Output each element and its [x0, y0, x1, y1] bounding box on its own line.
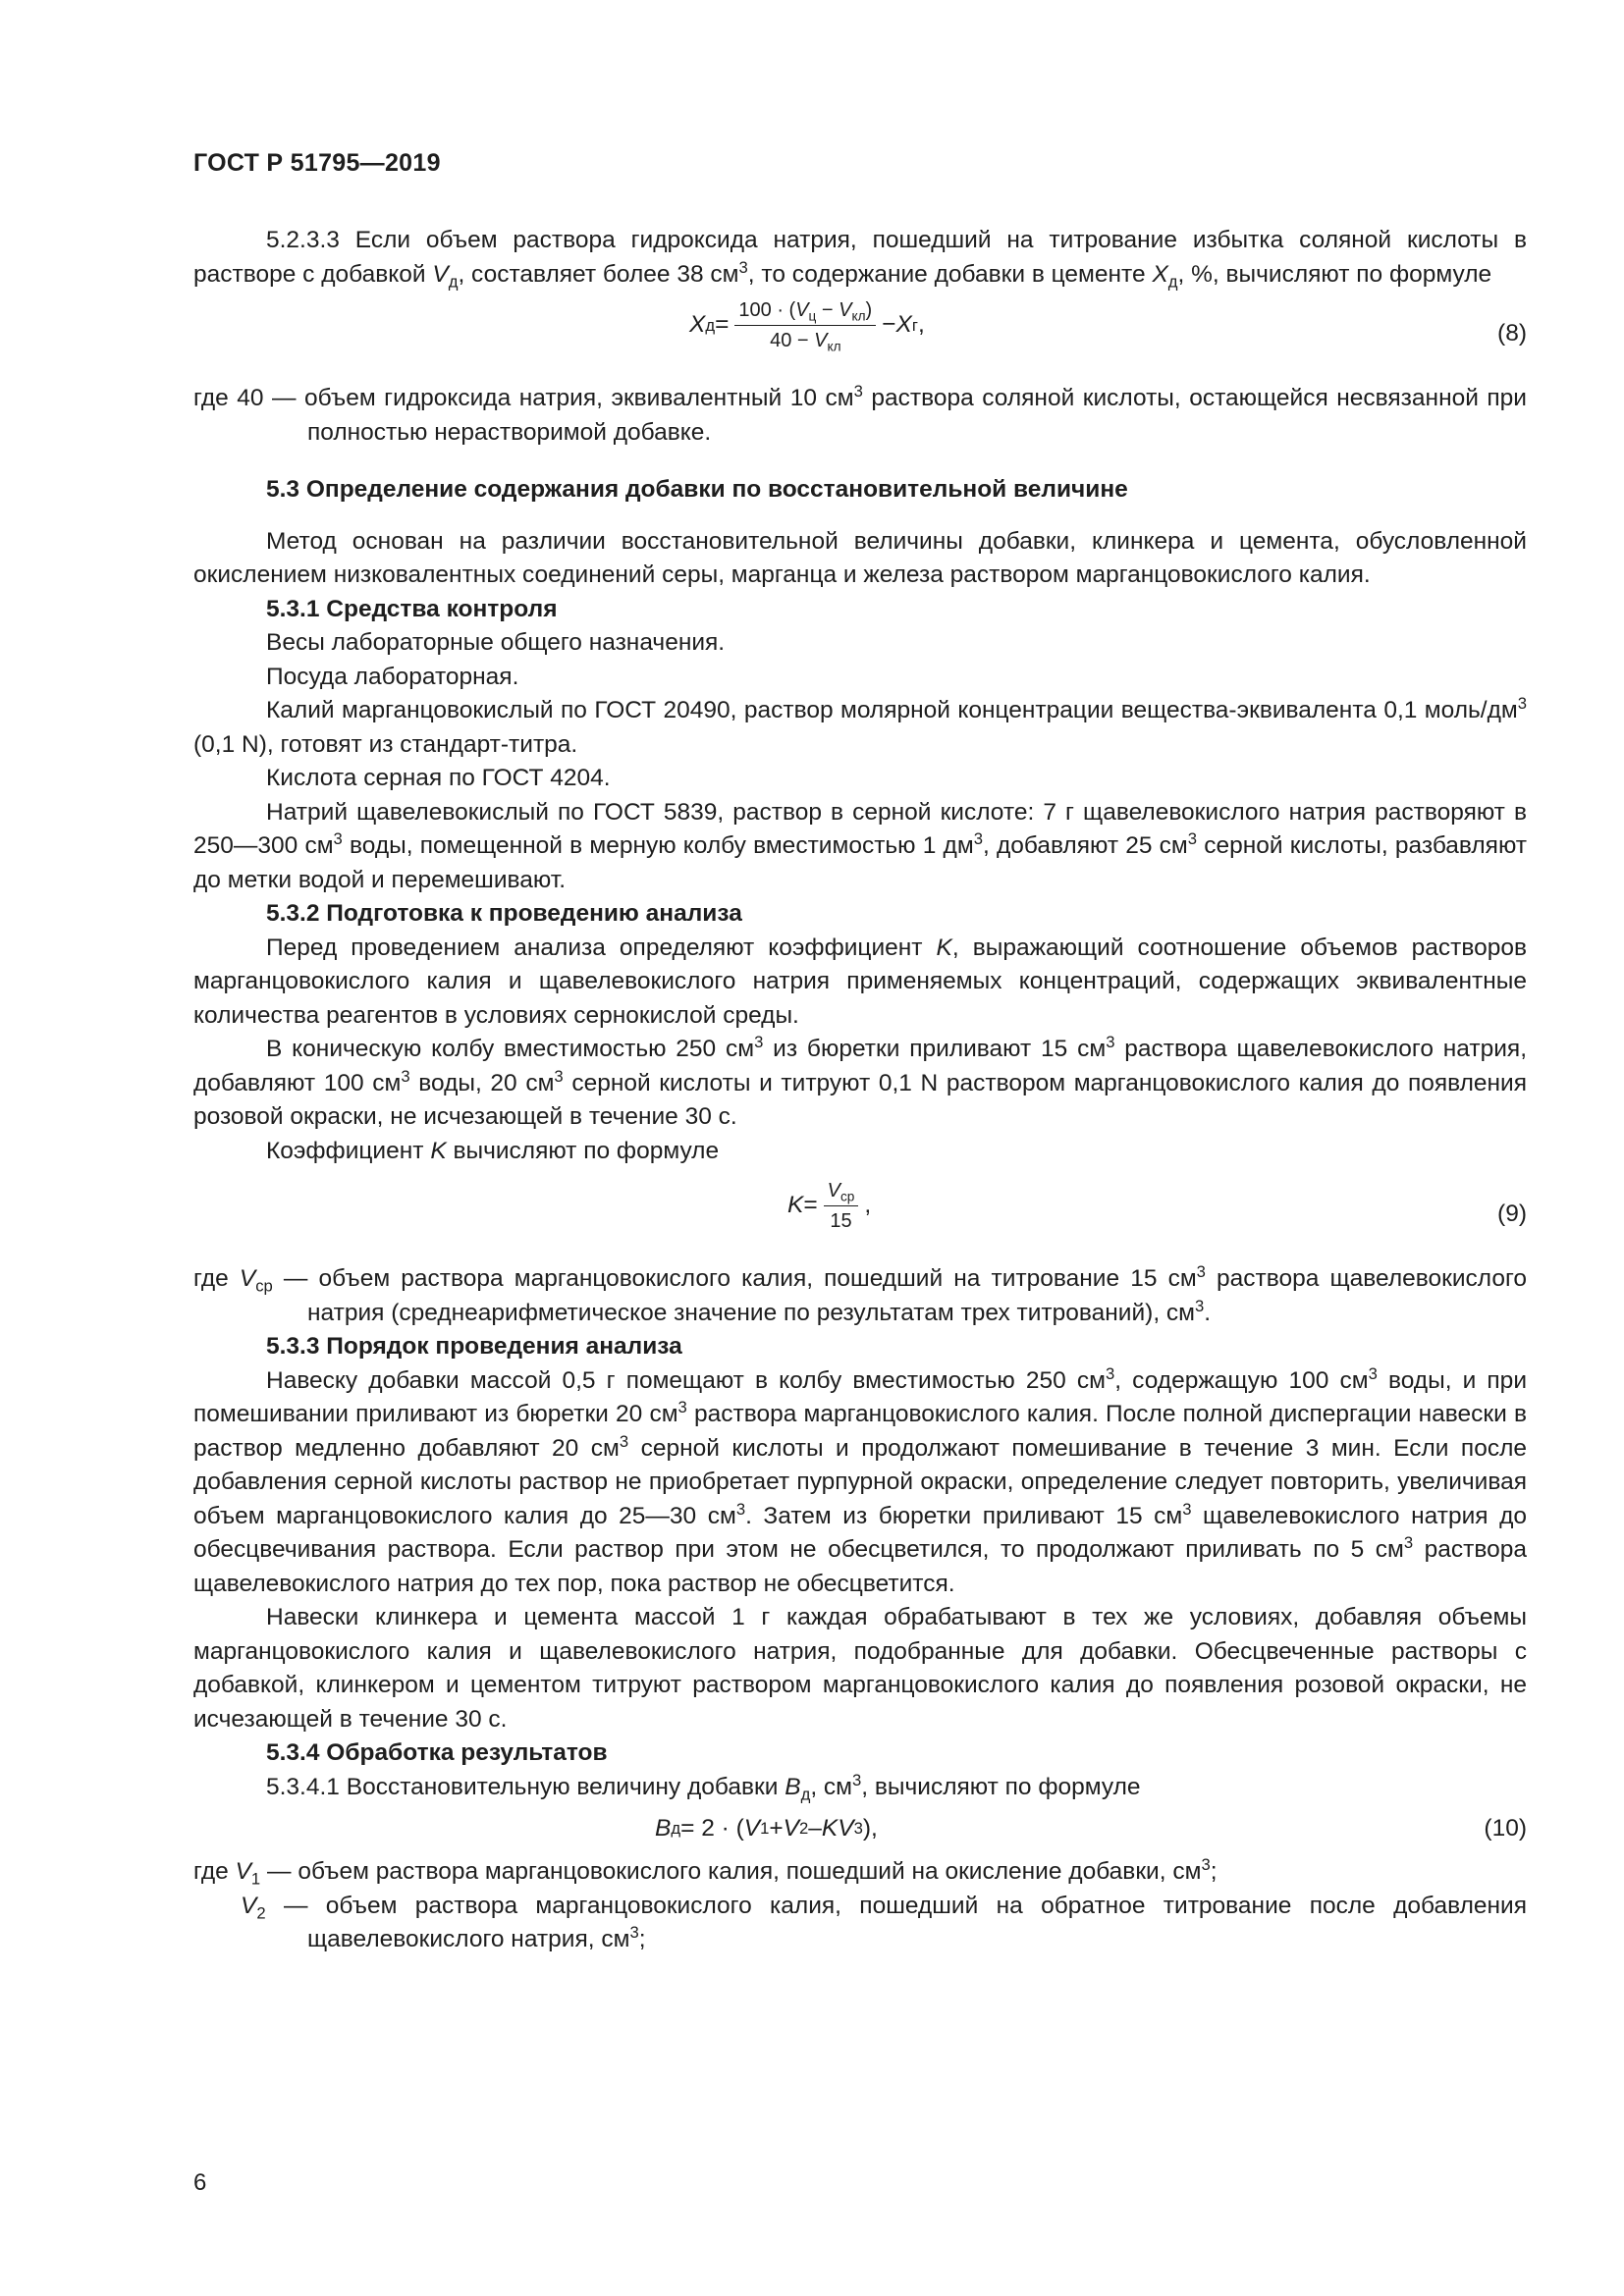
- paragraph-scales: Весы лабораторные общего назначения.: [266, 629, 726, 656]
- section-5-3-2-heading: 5.3.2 Подготовка к проведению анализа: [266, 900, 742, 927]
- paragraph-method: Метод основан на различии восстановительной величины добавки, клинкера и цемента, обусловленной окислением низковалентных соединений серы, марганца и железа раствором марганцовокислого калия.: [193, 527, 1527, 588]
- formula-9: K = $\frac{V_{ср}}{15}$ , (9): [787, 1180, 1527, 1232]
- formula-9-fraction: $\frac{V_{ср}}{15}$: [824, 1178, 859, 1234]
- formula-8: X д = $\frac{100 \cdot (V_ц - V_{кл})}{40 - V_{кл}}$ − X г , (8): [689, 299, 1527, 354]
- paragraph-kmno4: Калий марганцовокислый по ГОСТ 20490, раствор молярной концентрации вещества-эквивалента 0,1 моль/$дм^3$ (0,1 N), готовят из стандарт-титра.: [193, 693, 1527, 758]
- where-10-v1: где $V_1$ — объем раствора марганцовокислого калия, пошедший на окисление добавки, $см^3$;: [193, 1854, 1218, 1889]
- section-5-3-heading: 5.3 Определение содержания добавки по восстановительной величине: [266, 476, 1128, 503]
- section-5-3-1-heading: 5.3.1 Средства контроля: [266, 595, 558, 622]
- paragraph-coefficient: Перед проведением анализа определяют коэффициент K, выражающий соотношение объемов растворов марганцовокислого калия и щавелевокислого натрия применяемых концентраций, содержащих эквивалентные количества реагентов в условиях сернокислой среды.: [193, 934, 1527, 1029]
- where-8: где 40 — объем гидроксида натрия, эквивалентный 10 $см^3$ раствора соляной кислоты, остающейся несвязанной при полностью нерастворимой добавке.: [193, 381, 1527, 446]
- section-5-3-3-heading: 5.3.3 Порядок проведения анализа: [266, 1333, 682, 1360]
- paragraph-5-3-4-1: 5.3.4.1 Восстановительную величину добавки $B_д$, $см^3$, вычисляют по формуле: [266, 1770, 1141, 1803]
- formula-9-number: (9): [1497, 1201, 1527, 1227]
- where-10-v2: $V_2$ — объем раствора марганцовокислого калия, пошедший на обратное титрование после добавления щавелевокислого натрия, $см^3$;: [241, 1892, 1527, 1952]
- where-9: где $V_{ср}$ — объем раствора марганцовокислого калия, пошедший на титрование 15 $см^3$ раствора щавелевокислого натрия (среднеарифметическое значение по результатам трех титрований), $см^3$.: [193, 1261, 1527, 1326]
- paragraph-sodium-oxalate: Натрий щавелевокислый по ГОСТ 5839, раствор в серной кислоте: 7 г щавелевокислого натрия растворяют в 250—300 $см^3$ воды, помещенной в мерную колбу вместимостью 1 $дм^3$, добавляют 25 $см^3$ серной кислоты, разбавляют до метки водой и перемешивают.: [193, 798, 1528, 893]
- section-5-3-4-heading: 5.3.4 Обработка результатов: [266, 1739, 608, 1766]
- paragraph-sulfuric-acid: Кислота серная по ГОСТ 4204.: [266, 765, 611, 791]
- formula-8-fraction: $\frac{100 \cdot (V_ц - V_{кл})}{40 - V_{кл}}$: [734, 297, 876, 353]
- document-page: [193, 0, 1527, 2296]
- paragraph-samples: Навески клинкера и цемента массой 1 г каждая обрабатывают в тех же условиях, добавляя объемы марганцовокислого калия и щавелевокислого натрия, подобранные для добавки. Обесцвеченные растворы с добавкой, клинкером и цементом титруют раствором марганцовокислого калия до появления розовой окраски, не исчезающей в течение 30 с.: [193, 1604, 1527, 1733]
- page-number: 6: [193, 2169, 207, 2196]
- paragraph-glassware: Посуда лабораторная.: [266, 663, 519, 690]
- formula-8-number: (8): [1497, 320, 1527, 347]
- paragraph-5-2-3-3: 5.2.3.3 Если объем раствора гидроксида натрия, пошедший на титрование избытка соляной кислоты в растворе с добавкой $V_д$, составляет более 38 $см^3$, то содержание добавки в цементе $X_д$, %, вычисляют по формуле: [193, 227, 1527, 291]
- formula-10: B д = 2 · ( V 1 + V 2 – KV 3 ), (10): [193, 1804, 1527, 1855]
- paragraph-flask: В коническую колбу вместимостью 250 $см^3$ из бюретки приливают 15 $см^3$ раствора щавелевокислого натрия, добавляют 100 $см^3$ воды, 20 $см^3$ серной кислоты и титруют 0,1 N раствором марганцовокислого калия до появления розовой окраски, не исчезающей в течение 30 с.: [193, 1032, 1527, 1130]
- page-header: ГОСТ Р 51795—2019: [193, 149, 441, 177]
- page-content: [193, 224, 1527, 1957]
- paragraph-k-calc: Коэффициент K вычисляют по формуле: [266, 1137, 720, 1164]
- paragraph-procedure: Навеску добавки массой 0,5 г помещают в колбу вместимостью 250 $см^3$, содержащую 100 $см^3$ воды, и при помешивании приливают из бюретки 20 $см^3$ раствора марганцовокислого калия. После полной диспергации навески в раствор медленно добавляют 20 $см^3$ серной кислоты и продолжают помешивание в течение 3 мин. Если после добавления серной кислоты раствор не приобретает пурпурной окраски, определение следует повторить, увеличивая объем марганцовокислого калия до 25—30 $см^3$. Затем из бюретки приливают 15 $см^3$ щавелевокислого натрия до обесцвечивания раствора. Если раствор при этом не обесцветился, то продолжают приливать по 5 $см^3$ раствора щавелевокислого натрия до тех пор, пока раствор не обесцветится.: [193, 1363, 1528, 1597]
- formula-10-number: (10): [1484, 1815, 1527, 1842]
